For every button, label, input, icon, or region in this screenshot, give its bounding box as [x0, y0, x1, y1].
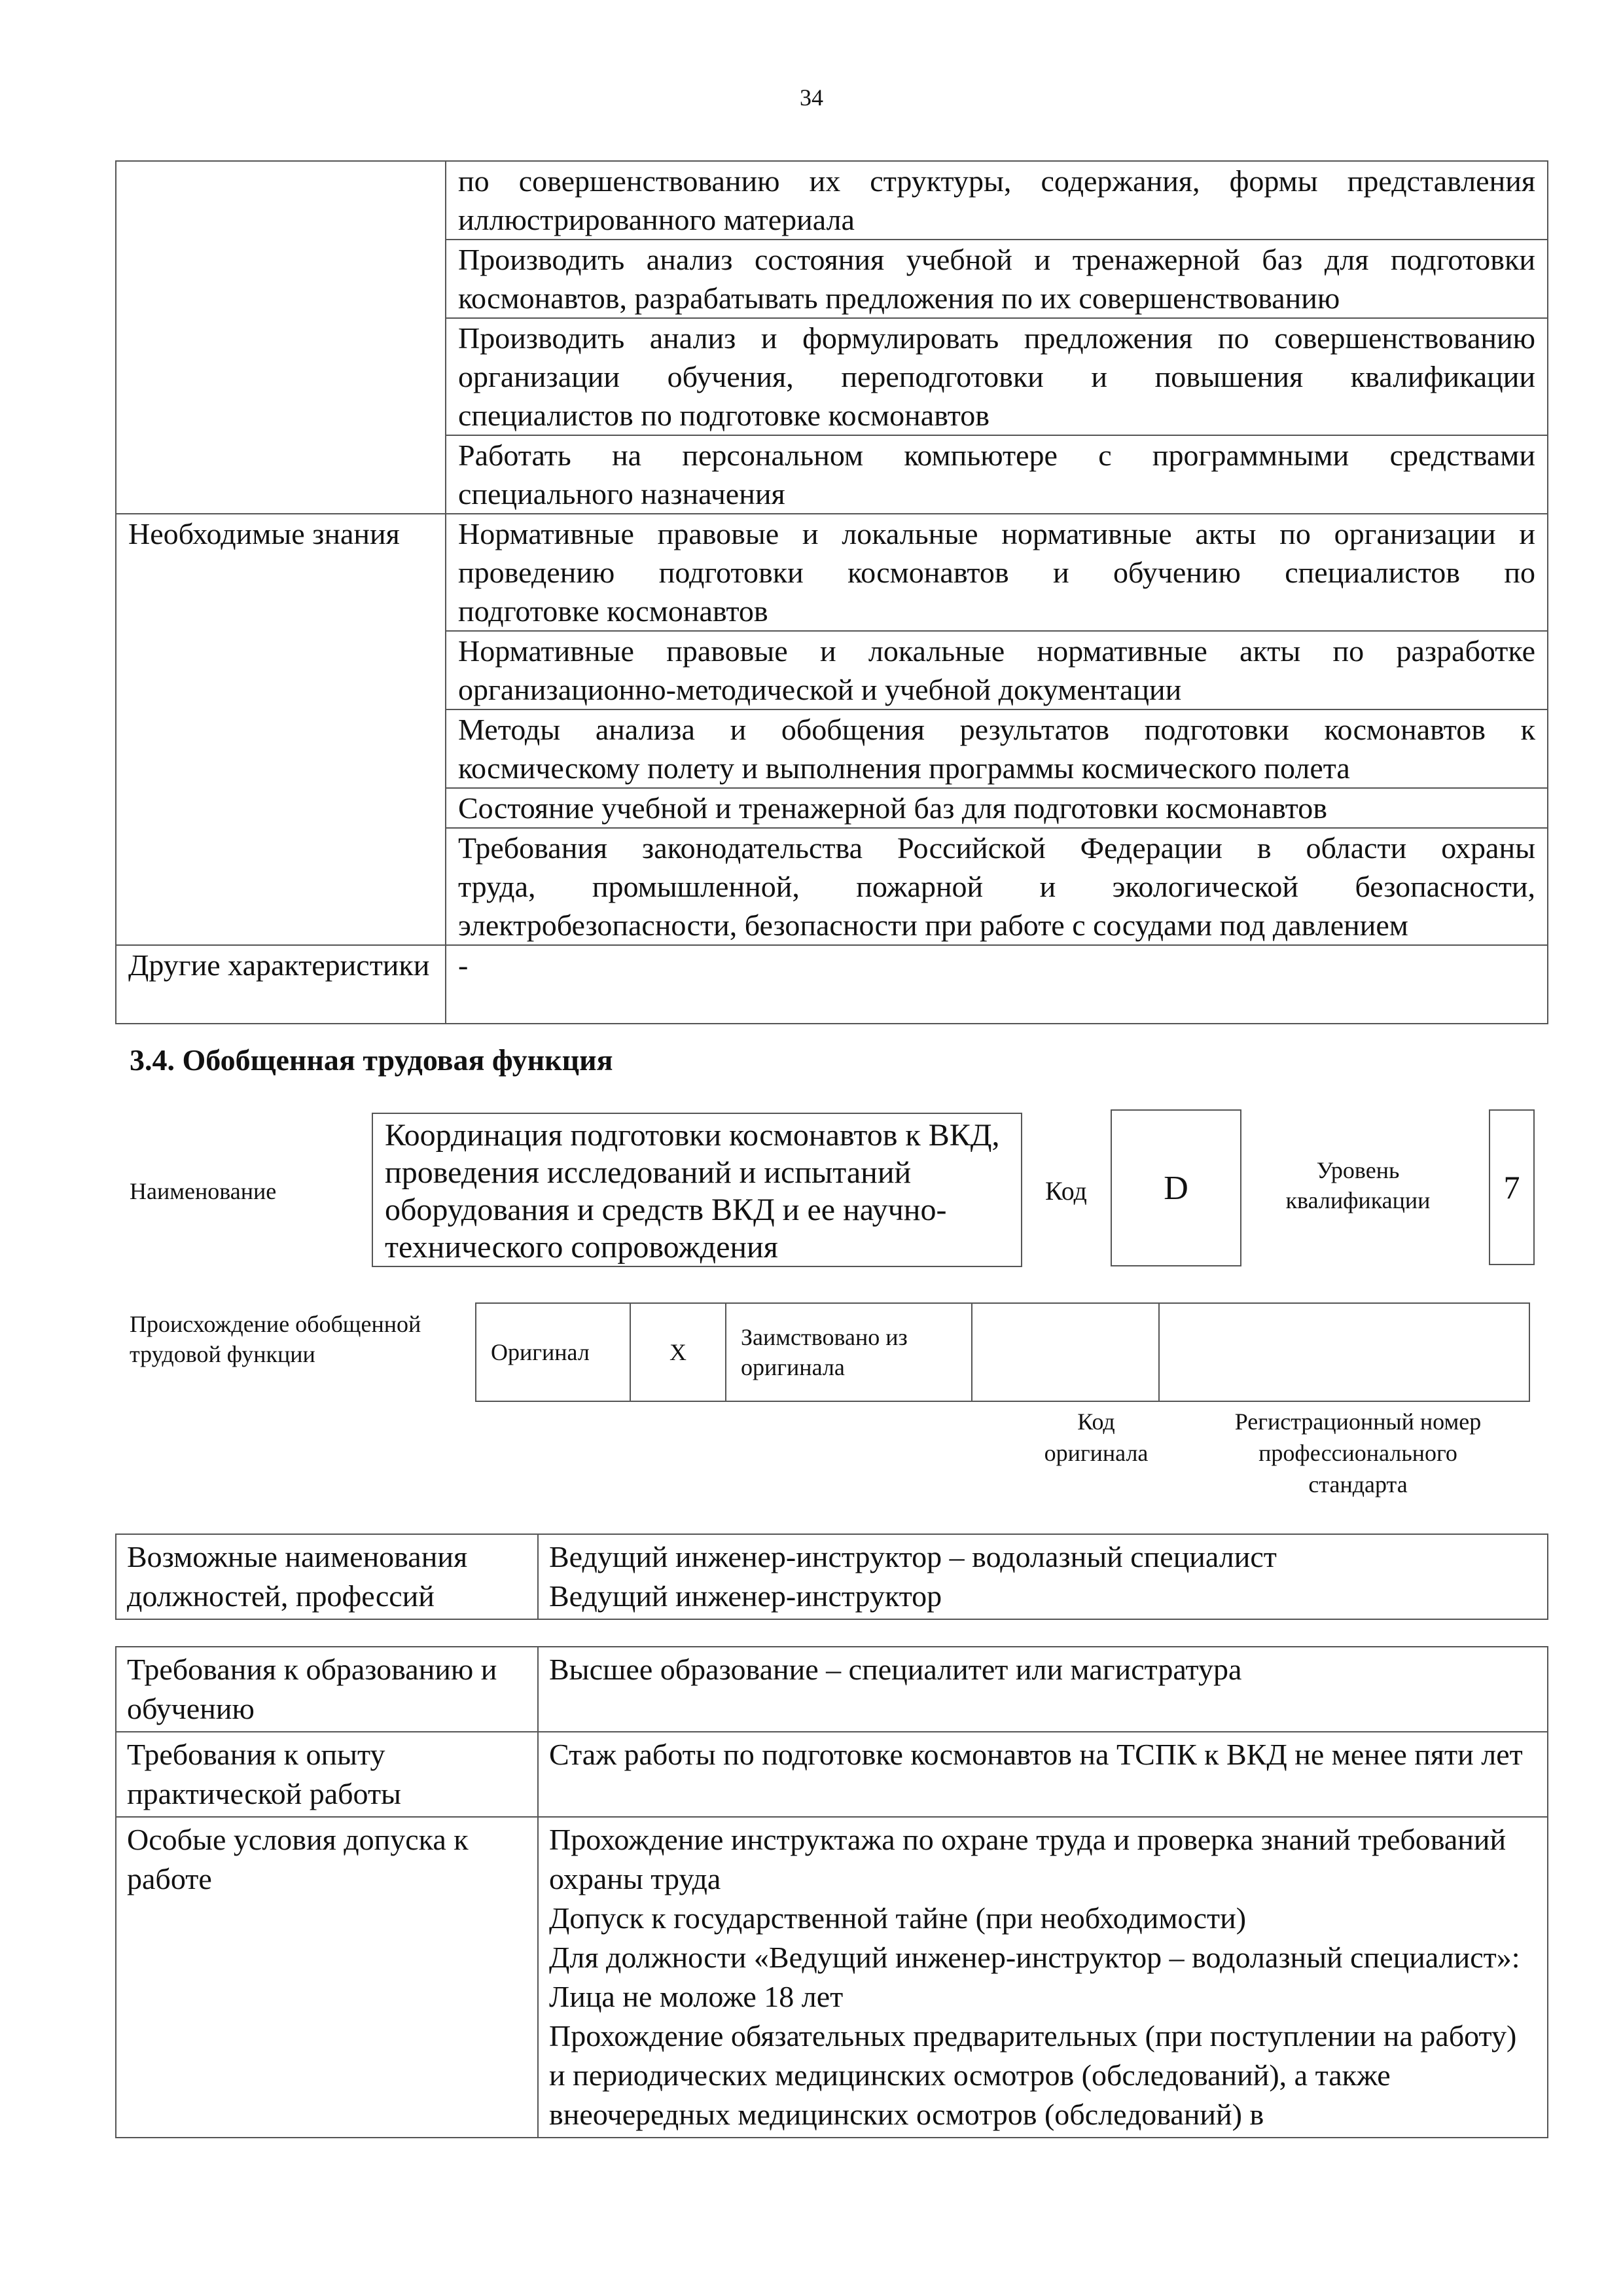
borrowed-label: Заимствовано из оригинала	[726, 1303, 972, 1401]
original-mark: X	[630, 1303, 726, 1401]
qualification-level-label: Уровень квалификации	[1285, 1157, 1431, 1213]
section-heading: 3.4. Обобщенная трудовая функция	[130, 1043, 613, 1077]
knowledge-item: Требования законодательства Российской Федерации в области охраны труда, промышленной, пожарной и экологической безопасности, электробезопасности, безопасности при работе с сосудами под давлением	[446, 828, 1548, 945]
positions-table	[115, 1534, 1548, 1620]
skill-item: Работать на персональном компьютере с программными средствами специального назначения	[446, 435, 1548, 514]
origin-label: Происхождение обобщенной трудовой функции	[130, 1311, 421, 1367]
table-row	[116, 1732, 1548, 1817]
admission-conditions-value	[538, 1817, 1548, 2138]
position-item: Ведущий инженер-инструктор	[549, 1579, 942, 1613]
education-requirements-value: Высшее образование – специалитет или магистратура	[538, 1647, 1548, 1732]
knowledge-label: Необходимые знания	[116, 514, 446, 945]
positions-list	[538, 1534, 1548, 1619]
admission-condition-item: Допуск к государственной тайне (при необходимости)	[549, 1901, 1247, 1935]
other-characteristics-value: -	[446, 945, 1548, 1024]
skills-label-cell	[116, 161, 446, 514]
knowledge-item: Методы анализа и обобщения результатов подготовки космонавтов к космическому полету и выполнения программы космического полета	[446, 709, 1548, 788]
code-value-box: D	[1111, 1109, 1241, 1266]
function-name-box: Координация подготовки космонавтов к ВКД, проведения исследований и испытаний оборудования и средств ВКД и ее научно-технического сопровождения	[372, 1113, 1022, 1267]
admission-conditions-label: Особые условия допуска к работе	[116, 1817, 538, 2138]
original-code-caption: Код оригинала	[1044, 1408, 1149, 1466]
positions-label: Возможные наименования должностей, профессий	[116, 1534, 538, 1619]
table-row	[116, 1647, 1548, 1732]
requirements-table	[115, 1646, 1548, 2138]
position-item: Ведущий инженер-инструктор – водолазный специалист	[549, 1540, 1277, 1573]
skill-item: Производить анализ и формулировать предложения по совершенствованию организации обучения, переподготовки и повышения квалификации специалистов по подготовке космонавтов	[446, 318, 1548, 435]
skill-item: Производить анализ состояния учебной и тренажерной баз для подготовки космонавтов, разрабатывать предложения по их совершенствованию	[446, 240, 1548, 318]
table-row	[116, 945, 1548, 1024]
experience-requirements-label: Требования к опыту практической работы	[116, 1732, 538, 1817]
table-row	[116, 514, 1548, 631]
table-row	[476, 1303, 1529, 1401]
knowledge-item: Нормативные правовые и локальные нормативные акты по разработке организационно-методической и учебной документации	[446, 631, 1548, 709]
education-requirements-label: Требования к образованию и обучению	[116, 1647, 538, 1732]
knowledge-item: Нормативные правовые и локальные нормативные акты по организации и проведению подготовки космонавтов и обучению специалистов по подготовке космонавтов	[446, 514, 1548, 631]
skill-item: по совершенствованию их структуры, содержания, формы представления иллюстрированного материала	[446, 161, 1548, 240]
original-label: Оригинал	[476, 1303, 630, 1401]
name-label: Наименование	[130, 1178, 277, 1204]
admission-condition-item: Прохождение обязательных предварительных (при поступлении на работу) и периодических медицинских осмотров (обследований), а также внеочередных медицинских осмотров (обследований) в	[549, 2019, 1517, 2131]
table-row	[116, 161, 1548, 240]
table-row	[116, 1534, 1548, 1619]
registration-number-cell	[1159, 1303, 1529, 1401]
admission-condition-item: Прохождение инструктажа по охране труда и проверка знаний требований охраны труда	[549, 1823, 1507, 1895]
skills-knowledge-table	[115, 160, 1548, 1024]
experience-requirements-value: Стаж работы по подготовке космонавтов на ТСПК к ВКД не менее пяти лет	[538, 1732, 1548, 1817]
qualification-level-box: 7	[1489, 1109, 1535, 1265]
table-row	[116, 1817, 1548, 2138]
registration-number-caption: Регистрационный номер профессионального стандарта	[1234, 1408, 1482, 1498]
origin-table	[475, 1302, 1530, 1402]
page-number: 34	[800, 84, 823, 111]
original-code-cell	[972, 1303, 1159, 1401]
knowledge-item: Состояние учебной и тренажерной баз для подготовки космонавтов	[446, 788, 1548, 828]
other-characteristics-label: Другие характеристики	[116, 945, 446, 1024]
admission-condition-item: Лица не моложе 18 лет	[549, 1980, 844, 2013]
admission-condition-item: Для должности «Ведущий инженер-инструктор – водолазный специалист»:	[549, 1941, 1520, 1974]
code-label: Код	[1045, 1176, 1087, 1206]
